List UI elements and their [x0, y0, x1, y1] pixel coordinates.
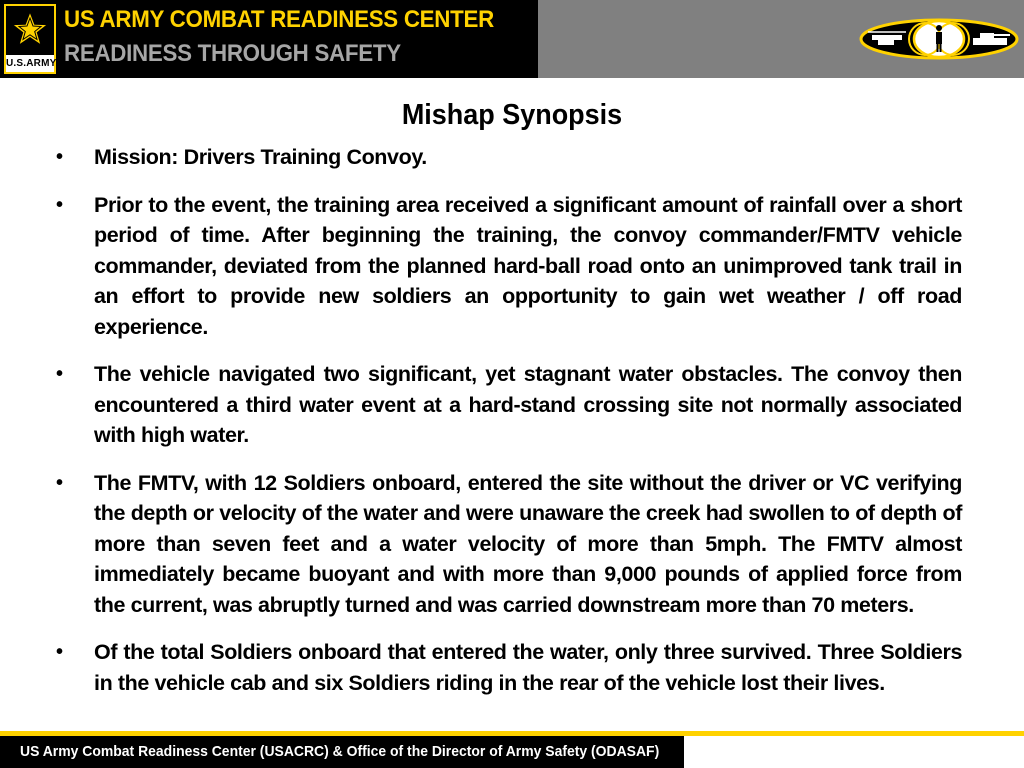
- bullet-dot-icon: •: [56, 641, 63, 663]
- bullet-text: Of the total Soldiers onboard that entered the water, only three survived. Three Soldiers in the vehicle cab and six Soldiers riding in the rear of the vehicle lost their lives.: [94, 640, 962, 695]
- tagline: READINESS THROUGH SAFETY: [64, 40, 401, 67]
- org-name: US ARMY COMBAT READINESS CENTER: [64, 6, 494, 33]
- logo-text: U.S.ARMY: [6, 55, 54, 72]
- bullet-item: [56, 359, 962, 451]
- bullet-text: Prior to the event, the training area received a significant amount of rainfall over a short period of time. After beginning the training, the convoy commander/FMTV vehicle commander, deviated from the planned hard-ball road onto an unimproved tank trail in an effort to provide new soldiers an opportunity to gain wet weather / off road experience.: [94, 192, 962, 339]
- bullet-text: Mission: Drivers Training Convoy.: [94, 145, 427, 169]
- bullet-dot-icon: •: [56, 193, 63, 216]
- footer-bar: [0, 736, 684, 768]
- bullet-dot-icon: •: [56, 471, 63, 494]
- bullet-item: [56, 468, 962, 621]
- bullet-item: [56, 142, 962, 173]
- army-logo: [4, 4, 56, 74]
- bullet-item: [56, 637, 962, 698]
- slide-title: Mishap Synopsis: [401, 99, 623, 131]
- footer-blank: [684, 736, 1024, 768]
- footer-text: US Army Combat Readiness Center (USACRC) & Office of the Director of Army Safety (ODASAF): [20, 743, 660, 760]
- bullet-dot-icon: •: [56, 363, 63, 385]
- air-ground-emblem-icon: [858, 17, 1020, 61]
- bullet-item: [56, 190, 962, 343]
- bullet-list: [56, 142, 962, 715]
- bullet-text: The FMTV, with 12 Soldiers onboard, entered the site without the driver or VC verifying the depth or velocity of the water and were unaware the creek had swollen to of depth of more than seven feet and a water velocity of more than 5mph. The FMTV almost immediately became buoyant and with more than 9,000 pounds of applied force from the current, was abruptly turned and was carried downstream more than 70 meters.: [94, 470, 962, 617]
- bullet-text: The vehicle navigated two significant, yet stagnant water obstacles. The convoy then encountered a third water event at a hard-stand crossing site not normally associated with high water.: [94, 362, 962, 447]
- army-star-icon: [10, 9, 50, 49]
- header-banner: [0, 0, 538, 78]
- bullet-dot-icon: •: [56, 146, 63, 168]
